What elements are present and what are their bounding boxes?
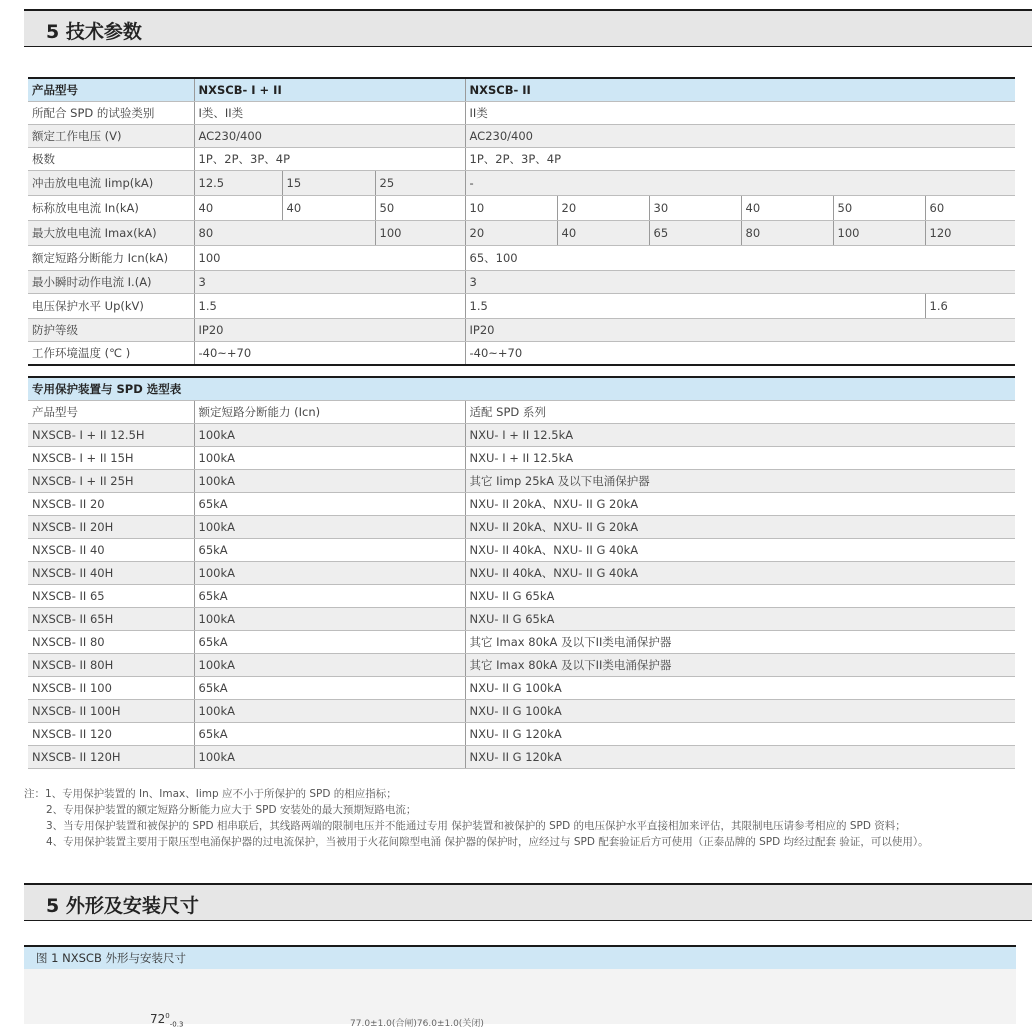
note-3: 3、当专用保护装置和被保护的 SPD 相串联后，其线路两端的限制电压并不能通过专用 保护装置和被保护的 SPD 的电压保护水平直接相加来评估，其限制电压请参考相应的 SPD 资料；: [46, 820, 906, 832]
notes: [24, 786, 929, 850]
note-4: 4、专用保护装置主要用于限压型电涌保护器的过电流保护，当被用于火花间隙型电涌 保护器的保护时，应经过与 SPD 配套验证后方可使用（正泰品牌的 SPD 均经过配套 验证，可以使用）。: [46, 836, 929, 848]
table-row: NXSCB- II 120 65kA NXU- II G 120kA: [28, 723, 1015, 746]
note-1: 注：1、专用保护装置的 In、Imax、Iimp 应不小于所保护的 SPD 的相应指标；: [24, 788, 397, 800]
table-row: NXSCB- II 80 65kA 其它 Imax 80kA 及以下II类电涌保护器: [28, 631, 1015, 654]
section-title: 5 外形及安装尺寸: [46, 895, 199, 917]
spec-table: [28, 77, 1015, 366]
dimension-label-depth: 77.0±1.0(合闸)76.0±1.0(关闭): [350, 1019, 484, 1029]
table-row: 电压保护水平 Up(kV) 1.5 1.5 1.6: [28, 294, 1015, 319]
table-header-row: 产品型号 额定短路分断能力 (Icn) 适配 SPD 系列: [28, 401, 1015, 424]
table-header-row: 产品型号 NXSCB- I + II NXSCB- II: [28, 78, 1015, 102]
table-row: NXSCB- II 100 65kA NXU- II G 100kA: [28, 677, 1015, 700]
selection-table: [28, 376, 1015, 769]
table-row: NXSCB- II 40 65kA NXU- II 40kA、NXU- II G 40kA: [28, 539, 1015, 562]
table-title-row: 专用保护装置与 SPD 选型表: [28, 377, 1015, 401]
note-2: 2、专用保护装置的额定短路分断能力应大于 SPD 安装处的最大预期短路电流；: [46, 804, 417, 816]
table-row: NXSCB- I + II 12.5H 100kA NXU- I + II 12.5kA: [28, 424, 1015, 447]
table-row: NXSCB- I + II 15H 100kA NXU- I + II 12.5kA: [28, 447, 1015, 470]
table-row: 最大放电电流 Imax(kA) 80 100 20 40 65 80 100 120: [28, 221, 1015, 246]
table-row: 额定工作电压 (V) AC230/400 AC230/400: [28, 125, 1015, 148]
table-row: 极数 1P、2P、3P、4P 1P、2P、3P、4P: [28, 148, 1015, 171]
table-row: 工作环境温度 (℃ ) -40~+70 -40~+70: [28, 342, 1015, 366]
table-row: NXSCB- II 120H 100kA NXU- II G 120kA: [28, 746, 1015, 769]
table-row: 防护等级 IP20 IP20: [28, 319, 1015, 342]
table-row: 冲击放电电流 Iimp(kA) 12.5 15 25 -: [28, 171, 1015, 196]
table-row: 标称放电电流 In(kA) 40 40 50 10 20 30 40 50 60: [28, 196, 1015, 221]
section-header-tech-params: [24, 9, 1032, 47]
table-row: 额定短路分断能力 Icn(kA) 100 65、100: [28, 246, 1015, 271]
table-row: 所配合 SPD 的试验类别 I类、II类 II类: [28, 102, 1015, 125]
figure-caption-bar: [24, 945, 1016, 969]
table-row: NXSCB- II 65 65kA NXU- II G 65kA: [28, 585, 1015, 608]
table-row: NXSCB- II 65H 100kA NXU- II G 65kA: [28, 608, 1015, 631]
section-title: 5 技术参数: [46, 21, 142, 43]
table-row: 最小瞬时动作电流 I.(A) 3 3: [28, 271, 1015, 294]
dimension-label-width: $72^0_{-0.3}$: [150, 1012, 184, 1029]
figure-caption: 图 1 NXSCB 外形与安装尺寸: [36, 951, 186, 965]
table-row: NXSCB- I + II 25H 100kA 其它 Iimp 25kA 及以下电涌保护器: [28, 470, 1015, 493]
section-header-dimensions: [24, 883, 1032, 921]
table-row: NXSCB- II 100H 100kA NXU- II G 100kA: [28, 700, 1015, 723]
table-row: NXSCB- II 20H 100kA NXU- II 20kA、NXU- II G 20kA: [28, 516, 1015, 539]
table-row: NXSCB- II 20 65kA NXU- II 20kA、NXU- II G 20kA: [28, 493, 1015, 516]
table-row: NXSCB- II 40H 100kA NXU- II 40kA、NXU- II G 40kA: [28, 562, 1015, 585]
table-row: NXSCB- II 80H 100kA 其它 Imax 80kA 及以下II类电涌保护器: [28, 654, 1015, 677]
